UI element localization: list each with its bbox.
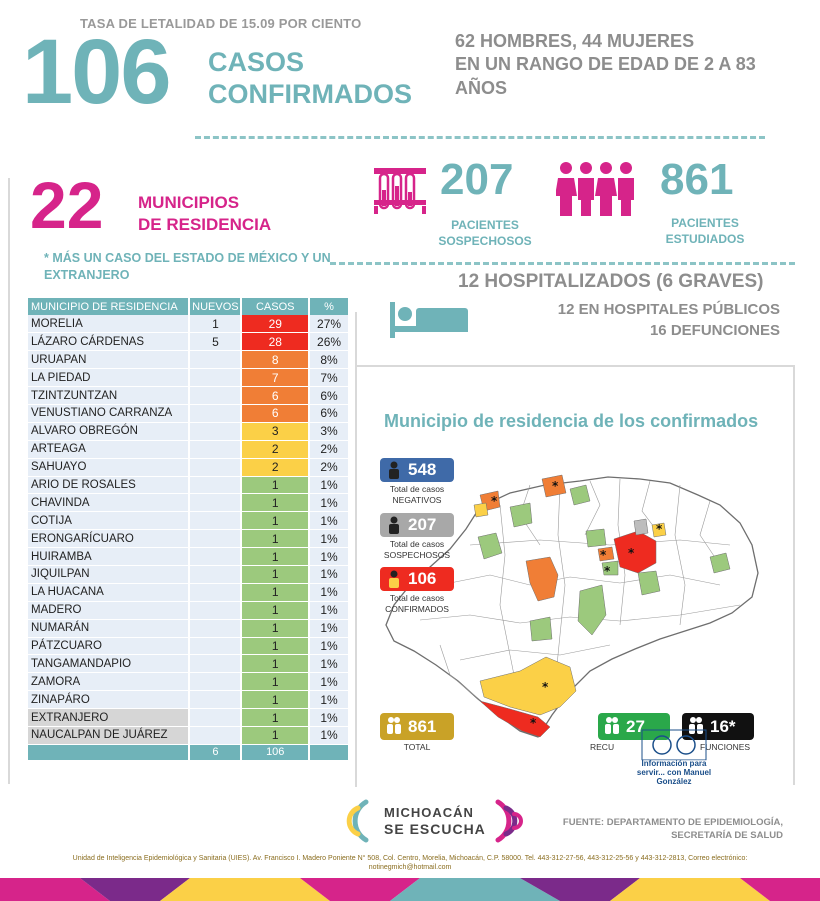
table-row	[28, 583, 349, 601]
cell-municipio: MADERO	[28, 601, 189, 619]
confirmed-cases-label	[208, 46, 428, 111]
cell-nuevos	[189, 512, 241, 530]
cell-casos: 1	[241, 530, 309, 548]
map-region-gray	[634, 519, 648, 535]
cell-nuevos	[189, 691, 241, 709]
watermark-text	[634, 760, 714, 786]
person-icon	[386, 461, 402, 479]
cell-casos: 7	[241, 369, 309, 387]
cell-municipio: LA HUACANA	[28, 583, 189, 601]
table-row	[28, 351, 349, 369]
cell-pct: 1%	[309, 726, 349, 744]
cell-nuevos	[189, 655, 241, 673]
cell-pct: 2%	[309, 458, 349, 476]
suspected-number: 207	[440, 155, 514, 204]
cell-pct: 1%	[309, 655, 349, 673]
cell-casos: 3	[241, 422, 309, 440]
table-row	[28, 494, 349, 512]
footer-address: Unidad de Inteligencia Epidemiológica y Sanitaria (UIES). Av. Francisco I. Madero Poniente N° 508, Col. Centro, Morelia, Michoacán, C.P. 58000. Tel. 443-312-27-56, 443-312-25-56 y 443-312-2813, Correo electrónico: notinegmich@hotmail.com	[72, 855, 748, 872]
gender-line1: 62 HOMBRES, 44 MUJERES	[455, 31, 695, 51]
recovered-caption: RECU	[590, 742, 615, 752]
cell-casos: 6	[241, 404, 309, 422]
table-row	[28, 726, 349, 744]
cell-municipio: VENUSTIANO CARRANZA	[28, 404, 189, 422]
cell-casos: 1	[241, 709, 309, 727]
cell-casos: 2	[241, 458, 309, 476]
studied-label-line2: ESTUDIADOS	[665, 231, 745, 246]
suspected-label-line2: SOSPECHOSOS	[438, 233, 532, 248]
legend-confirmed	[380, 567, 454, 591]
map-region-green	[510, 503, 532, 527]
table-header-row	[28, 298, 349, 315]
people-icon	[386, 716, 402, 734]
public-hospitals-text: 12 EN HOSPITALES PÚBLICOS	[557, 301, 780, 318]
people-group-icon	[556, 160, 636, 218]
table-row	[28, 709, 349, 727]
cell-casos: 8	[241, 351, 309, 369]
cell-nuevos	[189, 387, 241, 405]
confirmed-cases-number: 106	[22, 21, 170, 123]
caption-line: CONFIRMADOS	[385, 603, 449, 614]
hospital-bed-icon	[388, 298, 470, 340]
cell-nuevos	[189, 601, 241, 619]
cell-total-label	[28, 744, 189, 760]
total-value: 861	[408, 716, 437, 736]
cell-pct: 6%	[309, 387, 349, 405]
cell-pct: 1%	[309, 601, 349, 619]
case-star: *	[656, 522, 663, 536]
cell-nuevos	[189, 548, 241, 566]
case-star: *	[604, 564, 611, 578]
frame-line	[8, 178, 10, 784]
table-row	[28, 422, 349, 440]
table-row	[28, 637, 349, 655]
recovered-value: 27	[626, 716, 645, 736]
watermark-logo-icon	[640, 728, 708, 762]
legend-confirmed-caption	[372, 593, 462, 614]
gender-line3: AÑOS	[455, 77, 508, 98]
table-row	[28, 315, 349, 333]
cell-pct: 1%	[309, 673, 349, 691]
column-header-pct: %	[309, 298, 349, 315]
total-caption: TOTAL	[403, 742, 431, 752]
cell-total-pct	[309, 744, 349, 760]
suspected-label-line1: PACIENTES	[451, 218, 519, 232]
map-title: Municipio de residencia de los confirmados	[384, 411, 759, 431]
cell-pct: 26%	[309, 333, 349, 351]
watermark-line: servir... con Manuel	[636, 767, 712, 777]
gender-line2: EN UN RANGO DE EDAD DE 2 A 83	[455, 54, 756, 75]
divider	[330, 262, 795, 265]
table-total-row	[28, 744, 349, 760]
cell-municipio: ZAMORA	[28, 673, 189, 691]
cell-municipio: ERONGARÍCUARO	[28, 530, 189, 548]
cell-municipio: URUAPAN	[28, 351, 189, 369]
watermark-line: González	[656, 776, 692, 786]
source-line: SECRETARÍA DE SALUD	[671, 830, 783, 842]
cell-pct: 1%	[309, 548, 349, 566]
cell-casos: 1	[241, 476, 309, 494]
cell-casos: 29	[241, 315, 309, 333]
decorative-color-band	[0, 878, 820, 901]
cell-municipio: COTIJA	[28, 512, 189, 530]
legend-confirmed-value: 106	[408, 569, 437, 588]
caption-line: NEGATIVOS	[392, 494, 442, 505]
table-row	[28, 673, 349, 691]
cell-municipio: SAHUAYO	[28, 458, 189, 476]
caption-line: SOSPECHOSOS	[383, 549, 451, 560]
column-header-casos: CASOS	[241, 298, 309, 315]
map-region-green	[530, 617, 552, 641]
column-header-nuevos: NUEVOS	[189, 298, 241, 315]
cell-nuevos	[189, 494, 241, 512]
cell-pct: 27%	[309, 315, 349, 333]
table-row	[28, 655, 349, 673]
legend-negatives	[380, 458, 454, 482]
cell-nuevos	[189, 530, 241, 548]
table-row	[28, 476, 349, 494]
case-star: *	[542, 680, 549, 694]
map-region-green	[586, 529, 606, 547]
cell-pct: 1%	[309, 565, 349, 583]
total-badge	[380, 713, 454, 740]
cell-nuevos	[189, 637, 241, 655]
cell-nuevos	[189, 458, 241, 476]
cell-pct: 7%	[309, 369, 349, 387]
caption-line: Total de casos	[389, 539, 445, 549]
frame-line	[793, 365, 795, 785]
deaths-text: 16 DEFUNCIONES	[649, 322, 780, 339]
legend-negatives-value: 548	[408, 460, 437, 479]
cell-municipio: ALVARO OBREGÓN	[28, 422, 189, 440]
cell-pct: 2%	[309, 440, 349, 458]
cell-casos: 1	[241, 655, 309, 673]
hospitalized-title: 12 HOSPITALIZADOS (6 GRAVES)	[458, 271, 764, 292]
cell-nuevos	[189, 726, 241, 744]
municipios-label	[138, 192, 308, 236]
cell-casos: 1	[241, 583, 309, 601]
lethality-rate-text: TASA DE LETALIDAD DE 15.09 POR CIENTO	[80, 16, 362, 31]
cell-pct: 1%	[309, 583, 349, 601]
cell-pct: 1%	[309, 709, 349, 727]
cell-municipio: HUIRAMBA	[28, 548, 189, 566]
case-star: *	[491, 494, 498, 508]
cell-nuevos	[189, 583, 241, 601]
table-row	[28, 530, 349, 548]
case-star: *	[530, 716, 537, 730]
cell-pct: 1%	[309, 530, 349, 548]
cell-pct: 1%	[309, 476, 349, 494]
confirmed-label-line2: CONFIRMADOS	[208, 79, 412, 110]
gender-age-summary	[455, 30, 795, 100]
cell-municipio: ARIO DE ROSALES	[28, 476, 189, 494]
divider	[195, 136, 765, 139]
municipios-note: * MÁS UN CASO DEL ESTADO DE MÉXICO Y UN EXTRANJERO	[44, 251, 331, 282]
cell-municipio: LA PIEDAD	[28, 369, 189, 387]
logo-text	[384, 806, 486, 837]
cell-pct: 1%	[309, 619, 349, 637]
cell-pct: 1%	[309, 637, 349, 655]
cell-municipio: LÁZARO CÁRDENAS	[28, 333, 189, 351]
municipios-number: 22	[30, 168, 104, 242]
caption-line: Total de casos	[389, 484, 445, 494]
cell-nuevos	[189, 422, 241, 440]
cell-casos: 1	[241, 494, 309, 512]
cell-nuevos: 5	[189, 333, 241, 351]
cell-casos: 1	[241, 601, 309, 619]
table-row	[28, 619, 349, 637]
table-body	[28, 315, 349, 760]
cell-nuevos	[189, 709, 241, 727]
people-icon	[604, 716, 620, 734]
table-row	[28, 333, 349, 351]
map-region-red	[614, 531, 656, 573]
cell-nuevos	[189, 476, 241, 494]
case-star: *	[628, 546, 635, 560]
cell-nuevos	[189, 440, 241, 458]
test-tubes-icon	[372, 162, 428, 214]
table-row	[28, 458, 349, 476]
cell-nuevos	[189, 369, 241, 387]
suspected-label	[430, 218, 540, 249]
table-row	[28, 601, 349, 619]
cell-casos: 1	[241, 512, 309, 530]
cell-casos: 1	[241, 637, 309, 655]
cell-casos: 1	[241, 673, 309, 691]
table-row	[28, 691, 349, 709]
case-star: *	[552, 479, 559, 493]
municipios-table	[28, 298, 350, 761]
cell-total-casos: 106	[241, 744, 309, 760]
municipios-label-line1: MUNICIPIOS	[138, 193, 240, 212]
deaths-value: 16*	[710, 716, 736, 736]
confirmed-label-line1: CASOS	[208, 47, 305, 77]
map-region-green	[638, 571, 660, 595]
cell-pct: 1%	[309, 494, 349, 512]
cell-casos: 2	[241, 440, 309, 458]
cell-total-nuevos: 6	[189, 744, 241, 760]
cell-municipio: EXTRANJERO	[28, 709, 189, 727]
cell-municipio: MORELIA	[28, 315, 189, 333]
table-row	[28, 548, 349, 566]
cell-nuevos: 1	[189, 315, 241, 333]
cell-municipio: TZINTZUNTZAN	[28, 387, 189, 405]
cell-nuevos	[189, 673, 241, 691]
table-row	[28, 387, 349, 405]
source-text	[555, 816, 783, 843]
cell-municipio: ARTEAGA	[28, 440, 189, 458]
cell-pct: 1%	[309, 512, 349, 530]
person-icon	[386, 516, 402, 534]
table-row	[28, 512, 349, 530]
legend-suspected-caption	[372, 539, 462, 560]
table-row	[28, 440, 349, 458]
cell-nuevos	[189, 565, 241, 583]
studied-label	[650, 216, 760, 247]
caption-line: Total de casos	[389, 593, 445, 603]
column-header-municipio: MUNICIPIO DE RESIDENCIA	[28, 298, 189, 315]
cell-municipio: NUMARÁN	[28, 619, 189, 637]
cell-municipio: ZINAPÁRO	[28, 691, 189, 709]
cell-municipio: JIQUILPAN	[28, 565, 189, 583]
cell-municipio: PÁTZCUARO	[28, 637, 189, 655]
table-row	[28, 404, 349, 422]
case-star: *	[600, 548, 607, 562]
table-row	[28, 369, 349, 387]
legend-suspected-value: 207	[408, 515, 437, 534]
legend-suspected	[380, 513, 454, 537]
cell-casos: 6	[241, 387, 309, 405]
cell-casos: 28	[241, 333, 309, 351]
cell-pct: 6%	[309, 404, 349, 422]
cell-nuevos	[189, 619, 241, 637]
cell-casos: 1	[241, 691, 309, 709]
cell-municipio: TANGAMANDAPIO	[28, 655, 189, 673]
source-line: FUENTE: DEPARTAMENTO DE EPIDEMIOLOGÍA,	[562, 817, 783, 828]
frame-line	[355, 365, 795, 367]
watermark-line: Información para	[641, 759, 707, 768]
map-region-green	[570, 485, 590, 505]
studied-label-line1: PACIENTES	[671, 216, 739, 230]
map-region-yellow	[474, 503, 488, 517]
cell-casos: 1	[241, 565, 309, 583]
person-icon	[386, 570, 402, 588]
cell-nuevos	[189, 404, 241, 422]
cell-municipio: CHAVINDA	[28, 494, 189, 512]
cell-pct: 8%	[309, 351, 349, 369]
logo-line2: SE ESCUCHA	[384, 820, 486, 837]
cell-nuevos	[189, 351, 241, 369]
municipios-label-line2: DE RESIDENCIA	[138, 215, 272, 235]
legend-negatives-caption	[372, 484, 462, 505]
deaths-caption: FUNCIONES	[700, 742, 751, 752]
studied-number: 861	[660, 155, 734, 204]
logo-line1: MICHOACÁN	[384, 805, 474, 820]
cell-casos: 1	[241, 619, 309, 637]
table-row	[28, 565, 349, 583]
cell-pct: 1%	[309, 691, 349, 709]
frame-line	[355, 312, 357, 787]
cell-casos: 1	[241, 548, 309, 566]
cell-pct: 3%	[309, 422, 349, 440]
cell-casos: 1	[241, 726, 309, 744]
cell-municipio: NAUCALPAN DE JUÁREZ	[28, 726, 189, 744]
map-region-green	[710, 553, 730, 573]
